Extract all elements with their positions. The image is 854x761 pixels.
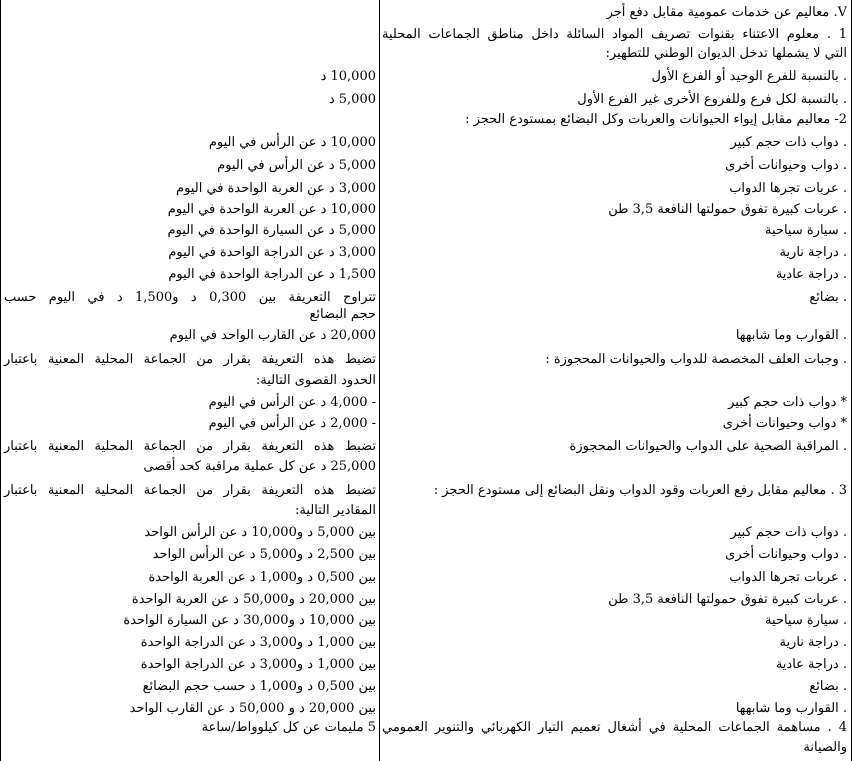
item-text: 1 . معلوم الاعتناء بقنوات تصريف المواد السائلة داخل مناطق الجماعات المحلية xyxy=(382,27,847,42)
tariff-value: - 4,000 د عن الرأس في اليوم xyxy=(208,395,376,410)
tariff-note: المقادير التالية: xyxy=(294,503,376,518)
tariff-value: 5,000 د عن السيارة الواحدة في اليوم xyxy=(167,223,376,238)
tariff-value: بين 5,000 د و10,000 د عن الرأس الواحد xyxy=(144,525,376,540)
item-text: . عربات تجرها الدواب xyxy=(729,570,847,585)
item-text: . بضائع xyxy=(809,679,847,694)
item-text: . دراجة عادية xyxy=(775,267,847,282)
tariff-value: 5,000 د xyxy=(328,92,376,107)
table-border-right xyxy=(851,0,852,761)
item-text: . بضائع xyxy=(809,290,847,305)
item-text: . بالنسبة لكل فرع وللفروع الأخرى غير الفرع الأول xyxy=(577,92,847,107)
tariff-value: 20,000 د عن القارب الواحد في اليوم xyxy=(169,328,376,343)
tariff-value: تتراوح التعريفة بين 0,300 د و1,500 د في اليوم حسب xyxy=(4,290,376,305)
item-text: والصيانة xyxy=(803,740,847,755)
section-heading: 3 . معاليم مقابل رفع العربات وقود الدواب ونقل البضائع إلى مستودع الحجز : xyxy=(433,483,847,498)
tariff-value: 3,000 د عن العربة الواحدة في اليوم xyxy=(176,181,376,196)
item-text: . سيارة سياحية xyxy=(765,223,847,238)
item-text: * دواب وحيوانات أخرى xyxy=(722,416,847,431)
tariff-note: تضبط هذه التعريفة بقرار من الجماعة المحلية المعنية باعتبار xyxy=(4,352,376,367)
tariff-value: 3,000 د عن الدراجة الواحدة في اليوم xyxy=(168,245,376,260)
item-text: . عربات تجرها الدواب xyxy=(729,181,847,196)
tariff-value: 5,000 د عن الرأس في اليوم xyxy=(217,158,376,173)
item-text: . دراجة نارية xyxy=(779,635,847,650)
tariff-note: تضبط هذه التعريفة بقرار من الجماعة المحلية المعنية باعتبار xyxy=(4,483,376,498)
tariff-value: بين 20,000 د و50,000 د عن العربة الواحدة xyxy=(131,592,376,607)
item-text: . وجبات العلف المخصصة للدواب والحيوانات المحجوزة : xyxy=(545,352,847,367)
item-text: * دواب ذات حجم كبير xyxy=(728,395,847,410)
section-heading: 2- معاليم مقابل إيواء الحيوانات والعربات وكل البضائع بمستودع الحجز : xyxy=(465,112,847,127)
tariff-value: 10,000 د عن العربة الواحدة في اليوم xyxy=(167,202,376,217)
tariff-value: بين 0,500 د و1,000 د عن العربة الواحدة xyxy=(148,570,376,585)
section-heading: 4 . مساهمة الجماعات المحلية في أشغال تعميم التيار الكهربائي والتنوير العمومي xyxy=(382,720,847,735)
tariff-value: 10,000 د xyxy=(320,69,376,84)
tariff-value: بين 0,500 د و1,000 د حسب حجم البضائع xyxy=(142,679,376,694)
tariff-value: - 2,000 د عن الرأس في اليوم xyxy=(208,416,376,431)
tariff-value: بين 20,000 د و 50,000 د عن القارب الواحد xyxy=(129,701,376,716)
tariff-value: بين 10,000 د و30,000 د عن السيارة الواحدة xyxy=(123,613,376,628)
table-border-left xyxy=(0,0,1,761)
item-text: . المراقبة الصحية على الدواب والحيوانات المحجوزة xyxy=(569,439,847,454)
item-text: . دراجة نارية xyxy=(779,245,847,260)
item-text: . دواب وحيوانات أخرى xyxy=(725,158,847,173)
tariff-value: 25,000 د عن كل عملية مراقبة كحد أقصى xyxy=(143,459,376,474)
tariff-note: الحدود القصوى التالية: xyxy=(255,373,376,388)
item-text: . دواب ذات حجم كبير xyxy=(730,525,847,540)
tariff-value: 5 مليمات عن كل كيلوواط/ساعة xyxy=(201,720,376,735)
item-text: . القوارب وما شابهها xyxy=(735,328,847,343)
tariff-value: بين 2,500 د و5,000 د عن الرأس الواحد xyxy=(152,547,376,562)
column-divider xyxy=(379,0,380,761)
item-text: . القوارب وما شابهها xyxy=(735,701,847,716)
section-heading: V. معاليم عن خدمات عمومية مقابل دفع أجر xyxy=(606,5,847,20)
item-text: . عربات كبيرة تفوق حمولتها النافعة 3,5 طن xyxy=(608,202,847,217)
tariff-value: حجم البضائع xyxy=(309,307,376,322)
item-text: . دواب ذات حجم كبير xyxy=(730,135,847,150)
item-text: . دراجة عادية xyxy=(775,657,847,672)
tariff-value: بين 1,000 د و3,000 د عن الدراجة الواحدة xyxy=(140,657,376,672)
tariff-value: 1,500 د عن الدراجة الواحدة في اليوم xyxy=(168,267,376,282)
item-text: . بالنسبة للفرع الوحيد أو الفرع الأول xyxy=(651,69,847,84)
item-text: . عربات كبيرة تفوق حمولتها النافعة 3,5 طن xyxy=(608,592,847,607)
item-text: . سيارة سياحية xyxy=(765,613,847,628)
tariff-value: بين 1,000 د و3,000 د عن الدراجة الواحدة xyxy=(140,635,376,650)
tariff-value: 10,000 د عن الرأس في اليوم xyxy=(208,135,376,150)
item-text: . دواب وحيوانات أخرى xyxy=(725,547,847,562)
tariff-note: تضبط هذه التعريفة بقرار من الجماعة المحلية المعنية باعتبار xyxy=(4,439,376,454)
item-text: التي لا يشملها تدخل الديوان الوطني للتطهير: xyxy=(605,46,847,61)
